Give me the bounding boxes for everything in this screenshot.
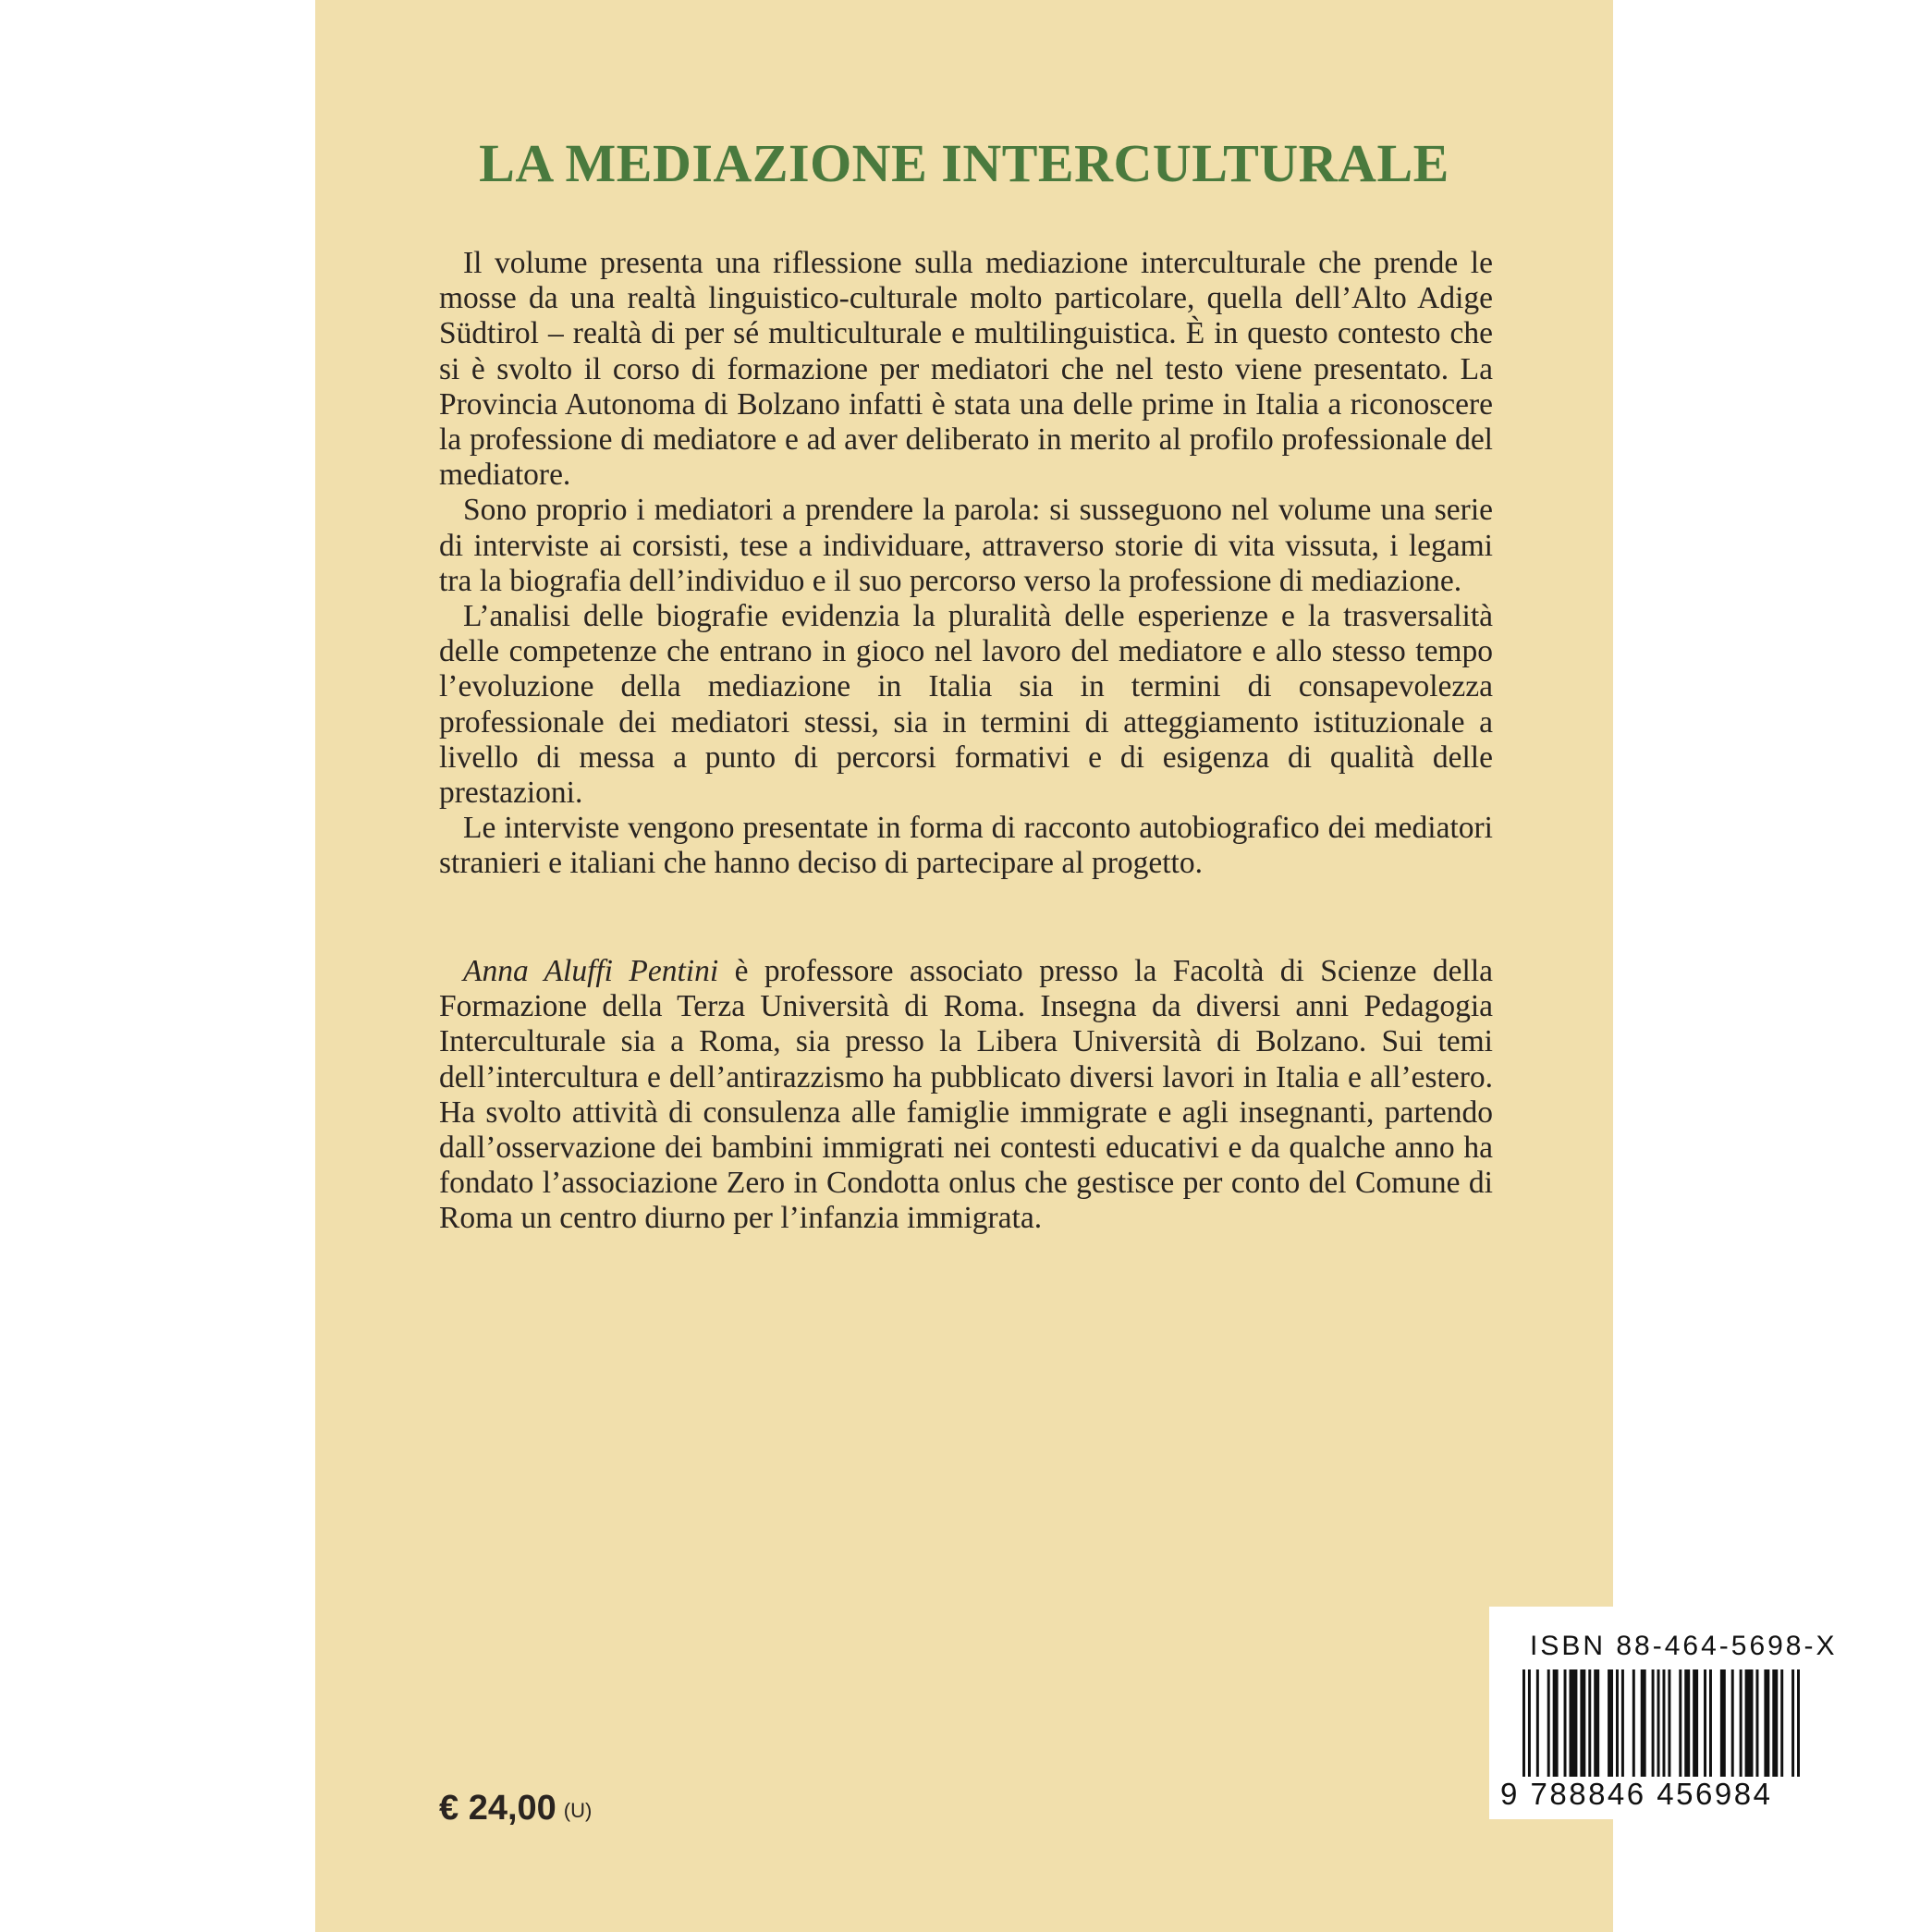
barcode-bar [1608, 1669, 1613, 1777]
barcode-bar [1704, 1669, 1706, 1777]
description-paragraph: Sono proprio i mediatori a prendere la parola: si susseguono nel volume una serie di interviste ai corsisti, tese a individuare, attraverso storie di vita vissuta, i legami tra la biografia dell’individuo e il suo percorso verso la professione di mediazione. [439, 493, 1493, 598]
barcode-bar [1740, 1669, 1742, 1777]
barcode-bar [1588, 1669, 1591, 1777]
barcode-label [1489, 1607, 1838, 1819]
barcode-bar [1791, 1669, 1794, 1777]
barcode-bar [1528, 1669, 1531, 1777]
barcode-bar [1709, 1669, 1712, 1777]
barcode-bar [1797, 1669, 1800, 1777]
barcode-bar [1772, 1669, 1778, 1777]
barcode-bar [1679, 1669, 1681, 1777]
barcode-bar [1780, 1669, 1783, 1777]
author-name: Anna Aluffi Pentini [463, 954, 719, 988]
barcode-bar [1616, 1669, 1619, 1777]
price-code: (U) [563, 1799, 593, 1822]
barcode-bar [1745, 1669, 1754, 1777]
barcode-bar [1657, 1669, 1660, 1777]
barcode-bar [1621, 1669, 1624, 1777]
barcode-bar [1570, 1669, 1578, 1777]
barcode-bar [1522, 1669, 1525, 1777]
price-label [439, 1789, 592, 1828]
barcode-bar [1580, 1669, 1585, 1777]
barcode-bar [1693, 1669, 1698, 1777]
ean-number: 9 788846 456984 [1500, 1777, 1773, 1811]
description-block [439, 246, 1493, 882]
barcode-bar [1668, 1669, 1670, 1777]
barcode-bar [1536, 1669, 1539, 1777]
barcode-bar [1720, 1669, 1726, 1777]
description-paragraph: Le interviste vengono presentate in forma di racconto autobiografico dei mediatori stranieri e italiani che hanno deciso di partecipare al progetto. [439, 811, 1493, 881]
price-value: € 24,00 [439, 1789, 556, 1828]
author-bio-block [439, 954, 1493, 1237]
author-bio [439, 954, 1493, 1237]
barcode-bar [1594, 1669, 1599, 1777]
isbn-text: ISBN 88-464-5698-X [1530, 1631, 1838, 1661]
barcode-bar [1662, 1669, 1665, 1777]
description-paragraph: Il volume presenta una riflessione sulla mediazione interculturale che prende le mosse da una realtà linguistico-culturale molto particolare, quella dell’Alto Adige Südtirol – realtà di per sé multiculturale e multilinguistica. È in questo contesto che si è svolto il corso di formazione per mediatori che nel testo viene presentato. La Provincia Autonoma di Bolzano infatti è stata una delle prime in Italia a riconoscere la professione di mediatore e ad aver deliberato in merito al profilo professionale del mediatore. [439, 246, 1493, 493]
book-back-cover [315, 0, 1838, 1932]
barcode-bar [1564, 1669, 1567, 1777]
book-title: LA MEDIAZIONE INTERCULTURALE [479, 133, 1449, 193]
author-bio-text: è professore associato presso la Facoltà di Scienze della Formazione della Terza Università di Roma. Insegna da diversi anni Pedagogia Interculturale sia a Roma, sia presso la Libera Università di Bolzano. Sui temi dell’intercultura e dell’antirazzismo ha pubblicato diversi lavori in Italia e all’estero. Ha svolto attività di consulenza alle famiglie immigrate e agli insegnanti, partendo dall’osservazione dei bambini immigrati nei contesti educativi e da qualche anno ha fondato l’associazione Zero in Condotta onlus che gestisce per conto del Comune di Roma un centro diurno per l’infanzia immigrata. [439, 954, 1493, 1236]
barcode-bar [1684, 1669, 1690, 1777]
barcode-bars [1522, 1669, 1800, 1777]
barcode-bar [1652, 1669, 1655, 1777]
description-paragraph: L’analisi delle biografie evidenzia la pluralità delle esperienze e la trasversalità delle competenze che entrano in gioco nel lavoro del mediatore e allo stesso tempo l’evoluzione della mediazione in Italia sia in termini di consapevolezza professionale dei mediatori stessi, sia in termini di atteggiamento istituzionale a livello di messa a punto di percorsi formativi e di esigenza di qualità delle prestazioni. [439, 599, 1493, 811]
barcode-bar [1632, 1669, 1635, 1777]
barcode-bar [1547, 1669, 1550, 1777]
barcode-bar [1764, 1669, 1769, 1777]
barcode-bar [1641, 1669, 1646, 1777]
barcode-bar [1755, 1669, 1758, 1777]
barcode-bar [1731, 1669, 1734, 1777]
barcode-bar [1553, 1669, 1559, 1777]
